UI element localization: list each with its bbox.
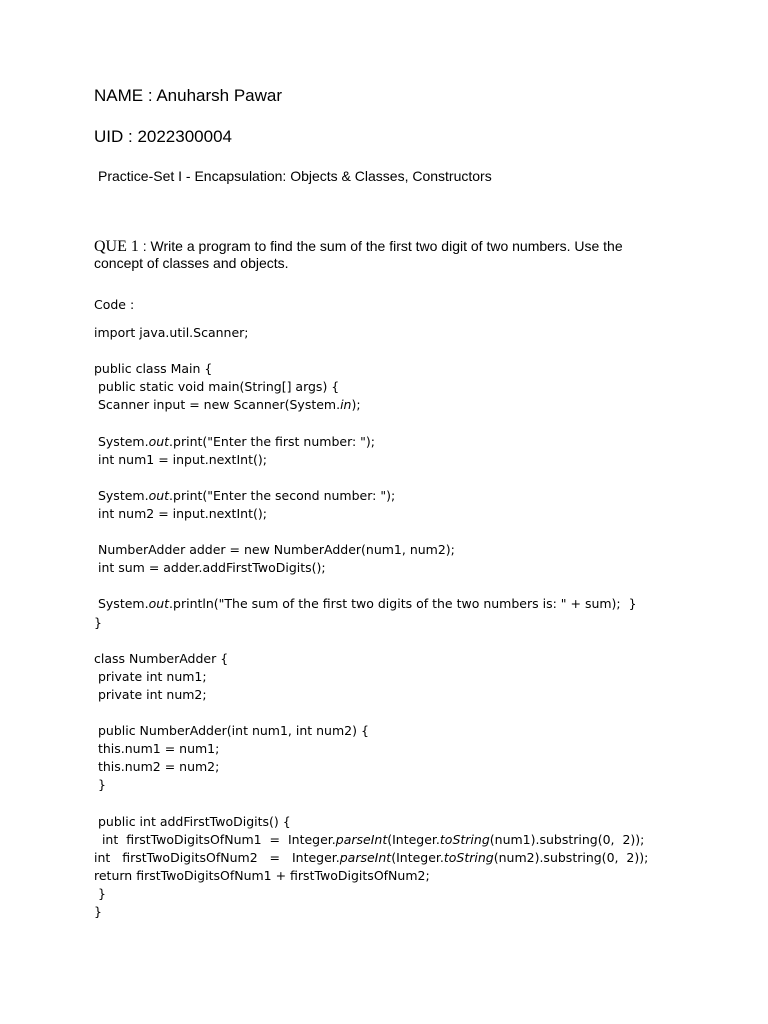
code-line: }: [94, 904, 102, 919]
code-line: }: [94, 614, 102, 630]
code-line: [94, 577, 648, 595]
code-line: System.out.print("Enter the second number: ");: [94, 487, 396, 503]
code-line: System.out.println("The sum of the first two digits of the two numbers is: " + sum); }: [94, 596, 637, 612]
code-line: public static void main(String[] args) {: [94, 379, 340, 395]
code-line: int sum = adder.addFirstTwoDigits();: [94, 560, 326, 576]
code-line: [94, 342, 648, 360]
question-label: QUE 1: [94, 238, 139, 255]
code-line: [94, 794, 648, 812]
question-1: [94, 238, 654, 271]
code-line: [94, 523, 648, 541]
student-name: NAME : Anuharsh Pawar: [94, 86, 283, 105]
practice-set-title: Practice-Set I - Encapsulation: Objects & Classes, Constructors: [98, 168, 492, 184]
code-line: public class Main {: [94, 361, 213, 377]
code-label: Code :: [94, 297, 135, 312]
student-uid: UID : 2022300004: [94, 127, 232, 146]
code-line: int num2 = input.nextInt();: [94, 505, 267, 521]
code-line: [94, 414, 648, 432]
code-line: NumberAdder adder = new NumberAdder(num1, num2);: [94, 542, 455, 558]
code-line: }: [94, 777, 106, 793]
question-text: : Write a program to find the sum of the first two digit of two numbers. Use the concept of classes and objects.: [94, 238, 623, 271]
code-line: this.num2 = num2;: [94, 759, 220, 775]
code-line: this.num1 = num1;: [94, 741, 220, 757]
code-line: private int num1;: [94, 668, 207, 684]
code-block: [94, 324, 648, 921]
code-line: import java.util.Scanner;: [94, 325, 249, 340]
code-line: [94, 704, 648, 722]
code-line: Scanner input = new Scanner(System.in);: [94, 397, 361, 413]
code-line: class NumberAdder {: [94, 650, 229, 666]
code-line: int firstTwoDigitsOfNum1 = Integer.parseInt(Integer.toString(num1).substring(0, 2));: [94, 831, 645, 847]
code-line: System.out.print("Enter the first number: ");: [94, 433, 376, 449]
code-line: public NumberAdder(int num1, int num2) {: [94, 723, 369, 739]
code-line: private int num2;: [94, 686, 207, 702]
code-line: int num1 = input.nextInt();: [94, 451, 267, 467]
code-line: [94, 469, 648, 487]
code-line: public int addFirstTwoDigits() {: [94, 813, 291, 829]
code-line: [94, 632, 648, 650]
code-line: int firstTwoDigitsOfNum2 = Integer.parseInt(Integer.toString(num2).substring(0, 2));: [94, 849, 649, 865]
code-line: return firstTwoDigitsOfNum1 + firstTwoDigitsOfNum2;: [94, 867, 430, 883]
code-line: }: [94, 885, 106, 901]
